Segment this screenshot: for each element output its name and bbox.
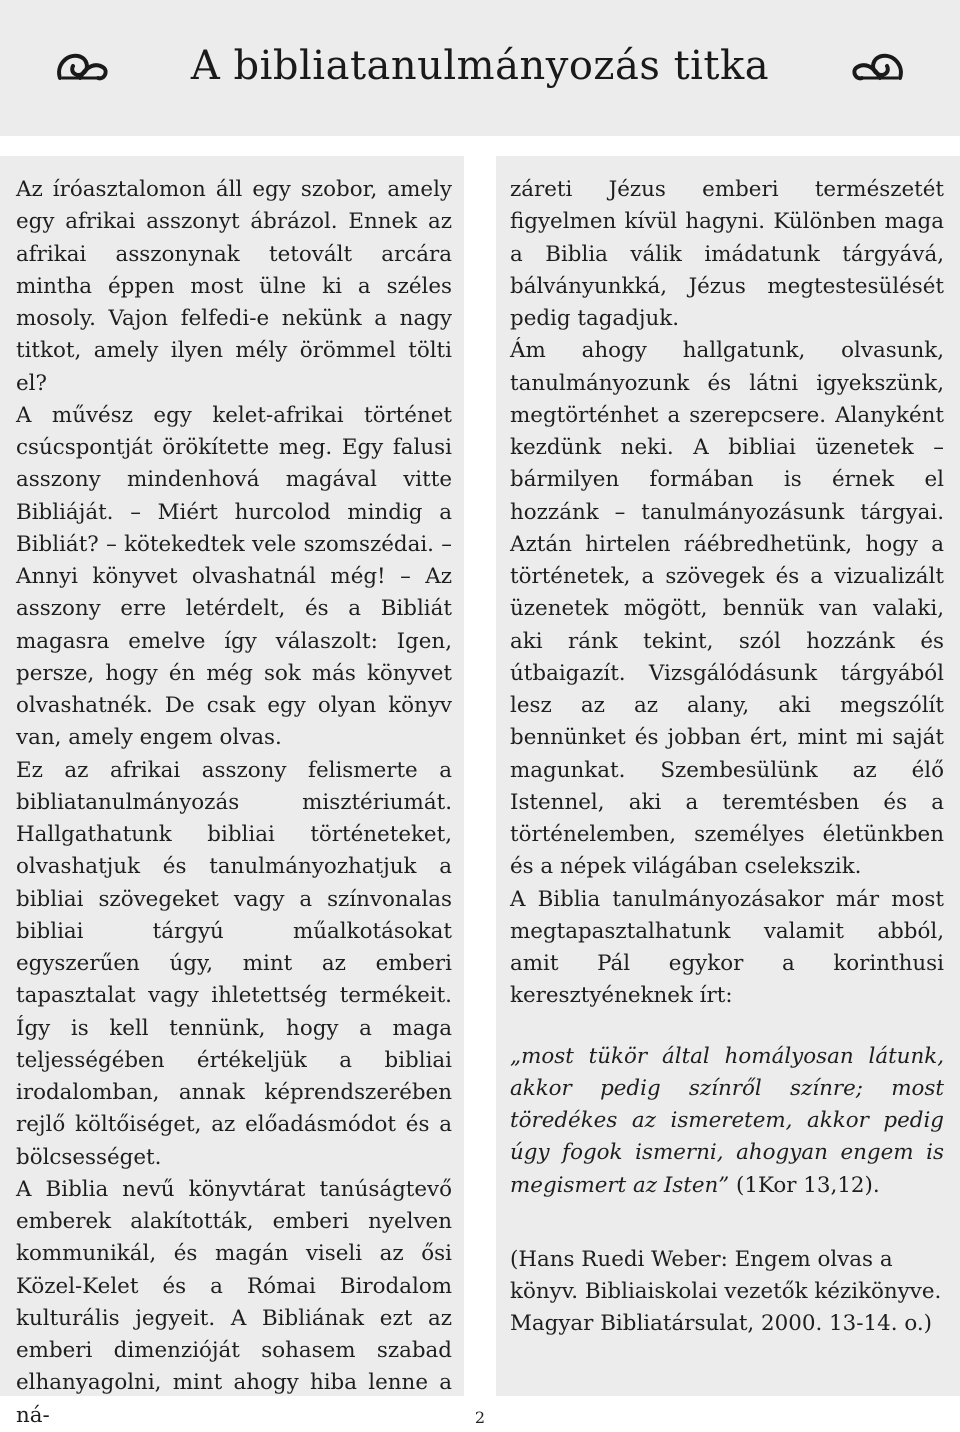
paragraph: A Biblia tanulmányozásakor már most megtapasztalhatunk valamit abból, amit Pál egykor a korinthusi keresztyéneknek írt: — [510, 886, 944, 1009]
bible-quote — [510, 1041, 944, 1202]
quote-text: „most tükör által homályosan látunk, akkor pedig színről színre; most töredékes az ismeretem, akkor pedig úgy fogok ismerni, ahogyan engem is megismert az Isten” — [510, 1043, 944, 1198]
paragraph: A Biblia nevű könyvtárat tanúságtevő emberek alakították, emberi nyelven kommunikál, és magán viseli az ősi Közel-Kelet és a Római Birodalom kulturális jegyeit. A Bibliának ezt az emberi dimenzióját sohasem szabad elhanyagolni, mint ahogy hiba lenne a ná- — [16, 1176, 452, 1428]
page-title: A bibliatanulmányozás titka — [190, 43, 770, 89]
paragraph: Ez az afrikai asszony felismerte a bibliatanulmányozás misztériumát. Hallgathatunk bibliai történeteket, olvashatjuk és tanulmányozhatjuk a bibliai szövegeket vagy a színvonalas bibliai tárgyú műalkotásokat egyszerűen úgy, mint az emberi tapasztalat vagy ihletettség termékeit. Így is kell tennünk, hogy a maga teljességében értékeljük a bibliai irodalomban, annak képrendszerében rejlő költőiséget, az előadásmódot és a bölcsességet. — [16, 757, 452, 1170]
spacer — [510, 1013, 944, 1041]
page-header — [0, 0, 960, 136]
source-citation: (Hans Ruedi Weber: Engem olvas a könyv. Bibliaiskolai vezetők kézikönyve. Magyar Bibliatársulat, 2000. 13-14. o.) — [510, 1246, 942, 1337]
paragraph: A művész egy kelet-afrikai történet csúcspontját örökítette meg. Egy falusi asszony mindenhová magával vitte Bibliáját. – Miért hurcolod mindig a Bibliát? – kötekedtek vele szomszédai. – Annyi könyvet olvashatnál még! – Az asszony erre letérdelt, és a Bibliát magasra emelve így válaszolt: Igen, persze, hogy én még sok más könyvet olvashatnék. De csak egy olyan könyv van, amely engem olvas. — [16, 402, 452, 751]
right-column — [496, 156, 960, 1396]
fleuron-right-icon — [850, 44, 908, 92]
spacer — [510, 1202, 944, 1244]
paragraph: záreti Jézus emberi természetét figyelmen kívül hagyni. Különben maga a Biblia válik imádatunk tárgyává, bálványunkká, Jézus megtestesülését pedig tagadjuk. — [510, 177, 944, 331]
page-number: 2 — [474, 1408, 486, 1427]
quote-reference: (1Kor 13,12). — [729, 1172, 880, 1198]
paragraph: Az íróasztalomon áll egy szobor, amely egy afrikai asszonyt ábrázol. Ennek az afrikai asszonynak tetovált arcára mintha éppen most ülne ki a széles mosoly. Vajon felfedi-e nekünk a nagy titkot, amely ilyen mély örömmel tölti el? — [16, 177, 452, 396]
paragraph: Ám ahogy hallgatunk, olvasunk, tanulmányozunk és látni igyekszünk, megtörténhet a szerepcsere. Alanyként kezdünk neki. A bibliai üzenetek – bármilyen formában is érnek el hozzánk – tanulmányozásunk tárgyai. Aztán hirtelen ráébredhetünk, hogy a történetek, a szövegek és a vizualizált üzenetek mögött, bennük van valaki, aki ránk tekint, szól hozzánk és útbaigazít. Vizsgálódásunk tárgyából lesz az az alany, aki megszólít bennünket és jobban ért, mint mi saját magunkat. Szembesülünk az élő Istennel, aki a teremtésben és a történelemben, személyes életünkben és a népek világában cselekszik. — [510, 338, 944, 880]
left-column — [0, 156, 464, 1428]
